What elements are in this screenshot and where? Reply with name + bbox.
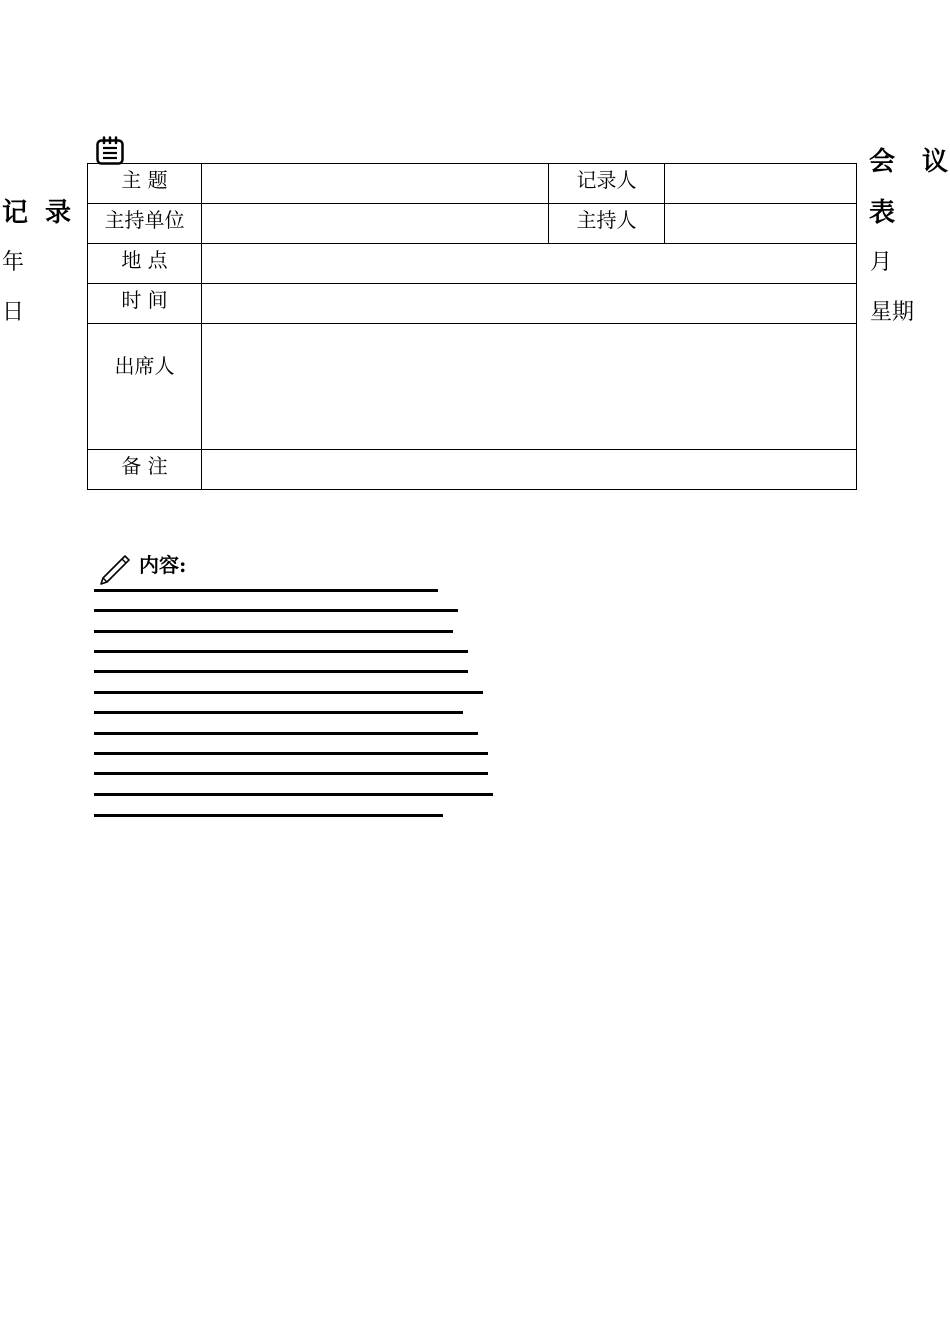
writing-line[interactable]: [94, 670, 468, 673]
content-label: 内容:: [139, 553, 187, 577]
writing-line[interactable]: [94, 711, 463, 714]
topic-field[interactable]: [202, 164, 549, 204]
writing-line[interactable]: [94, 814, 443, 817]
title-char: 录: [45, 198, 72, 228]
date-year-label: 年: [2, 250, 25, 275]
writing-line[interactable]: [94, 589, 438, 592]
location-label: 地 点: [88, 244, 202, 284]
table-row: [88, 164, 857, 204]
attendees-label: 出席人: [88, 324, 202, 450]
pencil-icon: [98, 553, 132, 587]
topic-label: 主 题: [88, 164, 202, 204]
host-field[interactable]: [665, 204, 857, 244]
writing-line[interactable]: [94, 650, 468, 653]
date-day-label: 日: [2, 300, 25, 325]
host-label: 主持人: [549, 204, 665, 244]
writing-line[interactable]: [94, 691, 483, 694]
recorder-field[interactable]: [665, 164, 857, 204]
title-char: 议: [922, 147, 949, 177]
host-unit-label: 主持单位: [88, 204, 202, 244]
recorder-label: 记录人: [549, 164, 665, 204]
date-weekday-label: 星期: [870, 300, 915, 325]
date-month-label: 月: [870, 250, 893, 275]
table-row: [88, 284, 857, 324]
host-unit-field[interactable]: [202, 204, 549, 244]
table-row: [88, 204, 857, 244]
meeting-record-table: [87, 163, 857, 490]
time-field[interactable]: [202, 284, 857, 324]
table-row: [88, 244, 857, 284]
time-label: 时 间: [88, 284, 202, 324]
writing-line[interactable]: [94, 630, 453, 633]
title-char: 会: [869, 147, 896, 177]
writing-line[interactable]: [94, 772, 488, 775]
location-field[interactable]: [202, 244, 857, 284]
title-char: 表: [869, 198, 896, 228]
attendees-field[interactable]: [202, 324, 857, 450]
title-char: 记: [2, 198, 29, 228]
writing-line[interactable]: [94, 609, 458, 612]
writing-line[interactable]: [94, 732, 478, 735]
table-row: [88, 450, 857, 490]
notepad-icon: [95, 136, 125, 166]
remarks-label: 备 注: [88, 450, 202, 490]
table-row: [88, 324, 857, 450]
writing-line[interactable]: [94, 793, 493, 796]
remarks-field[interactable]: [202, 450, 857, 490]
writing-line[interactable]: [94, 752, 488, 755]
